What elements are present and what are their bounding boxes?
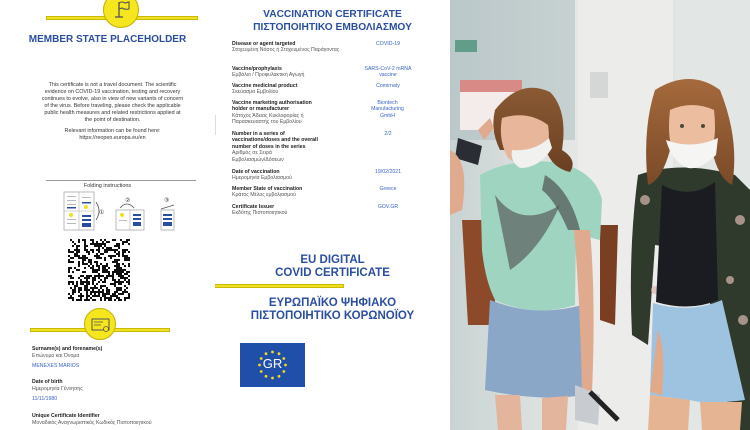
eu-flag (240, 343, 305, 387)
folding-instructions-title: Folding instructions (83, 183, 132, 189)
fold-step-2-label: ② (125, 198, 131, 204)
relevant-info (40, 128, 185, 142)
field-dob-value: 11/11/1980 (32, 396, 58, 403)
travelers-photo (450, 0, 750, 430)
row-date-label-gr: Ημερομηνία Εμβολιασμού (232, 175, 292, 182)
row-vaccine-value: SARS-CoV-2 mRNA vaccine (364, 66, 412, 79)
left-woman-shorts (485, 300, 585, 398)
field-name (32, 346, 102, 370)
eu-title-line2: COVID CERTIFICATE (275, 267, 390, 279)
eu-star (265, 375, 268, 378)
row-doses-label: Number in a series of vaccinations/doses and the overall number of doses in the series (232, 131, 318, 150)
yellow-divider-middle (215, 284, 344, 288)
member-state-title: MEMBER STATE PLACEHOLDER (28, 34, 187, 45)
field-dob (32, 379, 83, 403)
eu-star (271, 377, 274, 380)
certificate-badge (84, 308, 116, 340)
flag-badge (103, 0, 139, 28)
row-member-state-label: Member State of vaccination (232, 186, 303, 192)
gr-certificate-title (215, 297, 450, 323)
fold-divider (46, 180, 196, 181)
fold-line (215, 115, 216, 135)
certificate-front-panel (0, 0, 215, 430)
folding-diagram (60, 190, 185, 235)
field-uci-label-gr: Μοναδικός Αναγνωριστικός Κωδικός Πιστοποιητικού (32, 419, 152, 426)
eu-star (278, 375, 281, 378)
field-name-label: Surname(s) and forename(s) (32, 346, 103, 352)
row-date-value: 19/02/2021 (375, 169, 401, 175)
qr-code (68, 239, 130, 301)
country-code: GR (262, 356, 283, 371)
fold-step-3-icon (161, 205, 174, 230)
field-dob-label: Date of birth (32, 379, 63, 385)
eu-star (278, 352, 281, 355)
title-en: VACCINATION CERTIFICATE (263, 9, 402, 20)
row-member-state-value: Greece (379, 186, 397, 192)
row-product-label: Vaccine medicinal product (232, 83, 298, 89)
field-dob-label-gr: Ημερομηνία Γέννησης (32, 385, 83, 392)
row-issuer-value: GOV.GR (377, 204, 399, 210)
reopen-link[interactable]: https://reopen.europa.eu/en (79, 135, 146, 142)
flag-icon (104, 0, 140, 29)
title-gr: ΠΙΣΤΟΠΟΙΗΤΙΚΟ ΕΜΒΟΛΙΑΣΜΟΥ (253, 22, 412, 33)
relevant-info-label: Relevant information can be found here: (64, 128, 161, 134)
row-product-value: Comirnaty (376, 83, 400, 89)
vaccination-certificate-panel (215, 0, 450, 430)
photo-illustration (450, 0, 750, 430)
certificate-icon (85, 309, 117, 341)
row-issuer-label-gr: Εκδότης Πιστοποιητικού (232, 210, 288, 217)
row-doses-label-gr: Αριθμός σε Σειρά Εμβολιασμών/Δόσεων (232, 150, 284, 163)
eu-title-line1: EU DIGITAL (300, 254, 365, 266)
fold-step-1-icon (64, 192, 99, 230)
field-name-value: MENEXES MARIOS (32, 363, 80, 370)
row-member-state-label-gr: Κράτος Μέλος εμβολιασμού (232, 192, 296, 199)
row-disease-label: Disease or agent targeted (232, 41, 296, 47)
row-product-label-gr: Σκεύασμα Εμβολίου (232, 89, 279, 96)
gr-title-line2: ΠΙΣΤΟΠΟΙΗΤΙΚΟ ΚΟΡΩΝΟΪΟΥ (250, 310, 415, 322)
row-issuer-label: Certificate Issuer (232, 204, 275, 210)
row-vaccine-label-gr: Εμβόλιο / Προφυλακτική Αγωγή (232, 72, 305, 79)
fold-step-2-icon (116, 204, 144, 230)
row-vaccine-label: Vaccine/prophylaxis (232, 66, 282, 72)
field-uci-label: Unique Certificate Identifier (32, 413, 100, 419)
eu-star (271, 351, 274, 354)
eu-star (265, 352, 268, 355)
eu-certificate-title (215, 254, 450, 280)
field-uci (32, 413, 152, 426)
field-name-label-gr: Επώνυμο και Όνομα (32, 352, 80, 359)
right-woman-top (656, 182, 718, 307)
fold-step-3-label: ③ (164, 198, 170, 204)
gr-title-line1: ΕΥΡΩΠΑΪΚΟ ΨΗΦΙΑΚΟ (268, 297, 397, 309)
row-manufacturer-value: Biontech Manufacturing GmbH (371, 100, 404, 119)
row-doses-value: 2/2 (384, 131, 392, 137)
row-disease-label-gr: Στοχευμένη Νόσος ή Στοχευμένος Παράγοντας (232, 47, 340, 54)
row-date-label: Date of vaccination (232, 169, 280, 175)
vaccination-certificate-title (215, 8, 450, 34)
row-manufacturer-label-gr: Κάτοχος Άδειας Κυκλοφορίας ή Παρασκευαστής του Εμβολίου (232, 112, 304, 126)
fold-step-1-label: ① (99, 210, 105, 216)
disclaimer-text: This certificate is not a travel document. The scientific evidence on COVID-19 vaccination, testing and recovery continues to evolve, also in view of new variants of concern of the virus. Before traveling, please check the applicable public health measures and related restrictions applied at the point of destination. (41, 82, 184, 124)
row-disease-value: COVID-19 (376, 41, 400, 47)
row-manufacturer-label: Vaccine marketing authorisation holder or manufacturer (232, 100, 312, 113)
